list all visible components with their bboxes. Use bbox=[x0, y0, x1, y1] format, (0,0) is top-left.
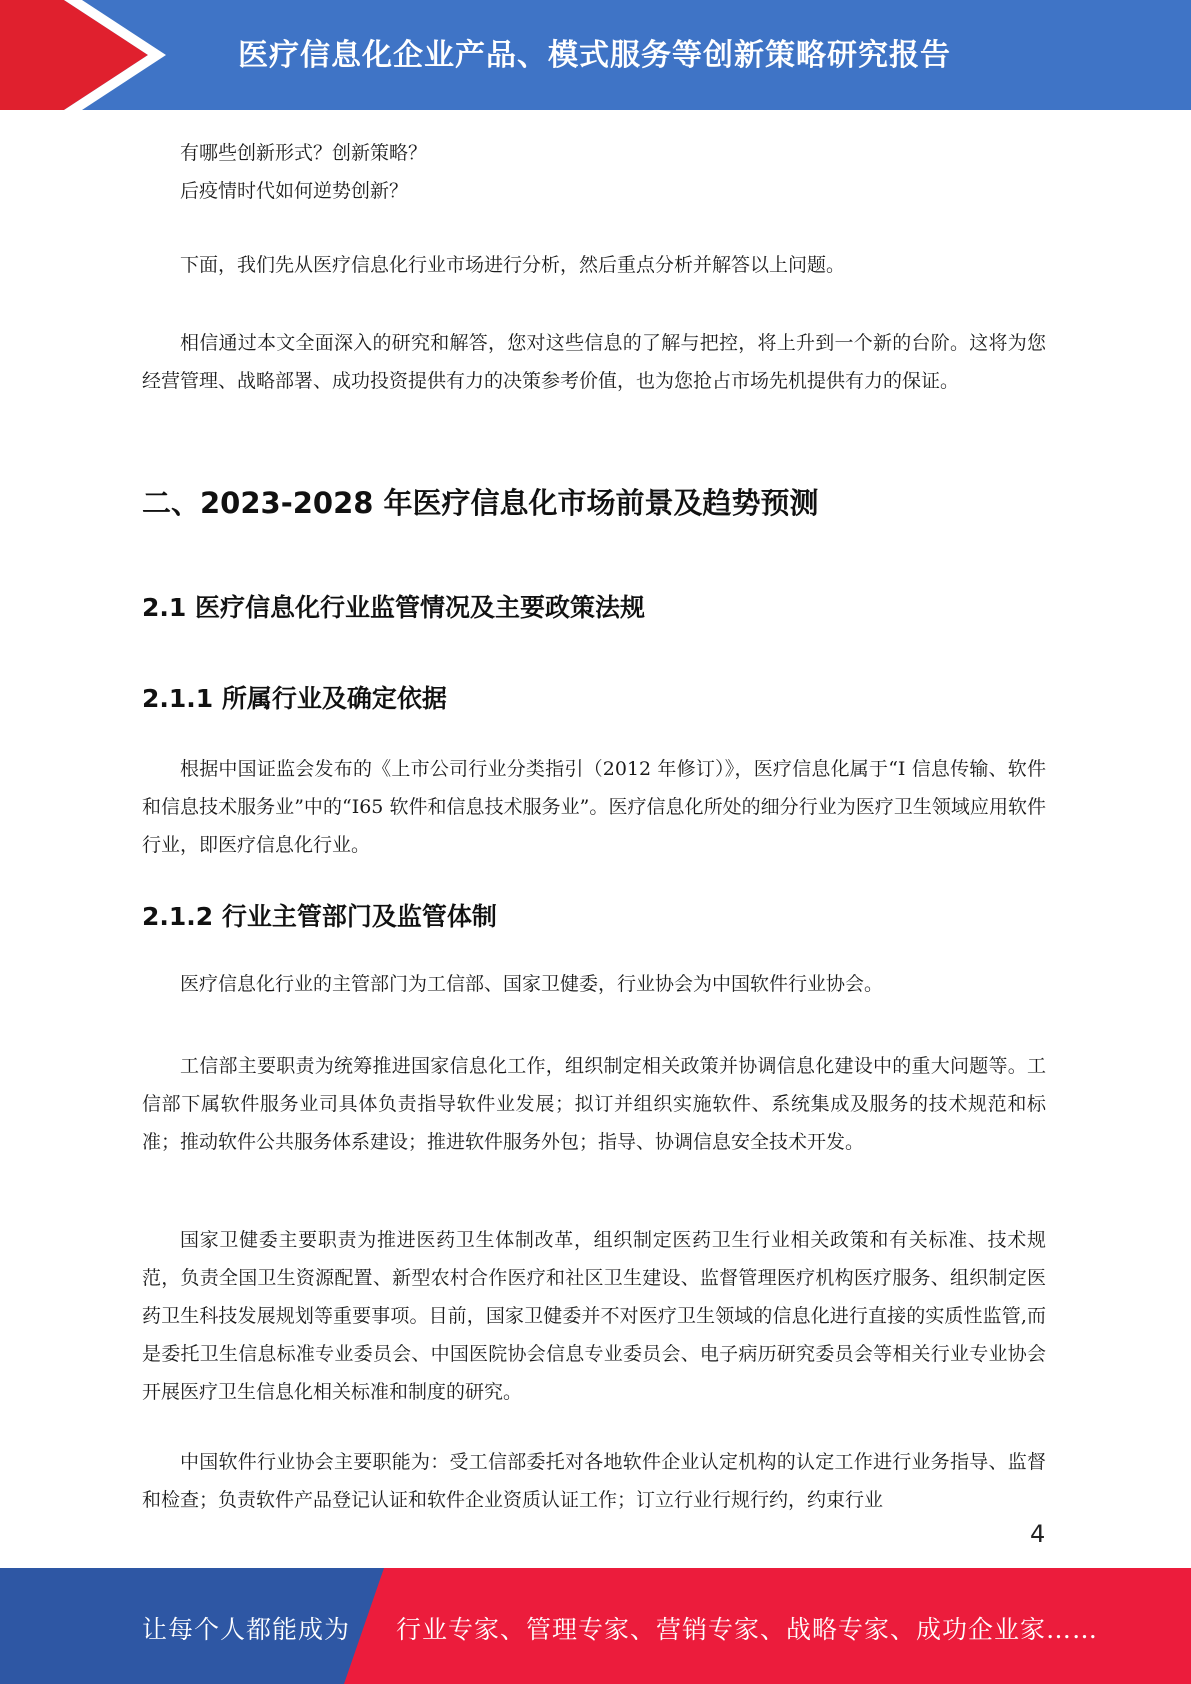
header-title: 医疗信息化企业产品、模式服务等创新策略研究报告 bbox=[238, 38, 951, 73]
section-heading: 二、2023-2028 年医疗信息化市场前景及趋势预测 bbox=[142, 486, 819, 520]
subsection-heading-2-1-2: 2.1.2 行业主管部门及监管体制 bbox=[142, 902, 497, 931]
intro-line-2: 后疫情时代如何逆势创新？ bbox=[180, 180, 409, 202]
intro-line-1: 有哪些创新形式？创新策略？ bbox=[180, 142, 428, 164]
page-footer bbox=[0, 1568, 1191, 1684]
paragraph-miit-duties: 工信部主要职责为统筹推进国家信息化工作，组织制定相关政策并协调信息化建设中的重大问题等。工信部下属软件服务业司具体负责指导软件业发展；拟订并组织实施软件、系统集成及服务的技术规范和标准；推动软件公共服务体系建设；推进软件服务外包；指导、协调信息安全技术开发。 bbox=[142, 1055, 1046, 1153]
footer-slogan-left: 让每个人都能成为 bbox=[142, 1615, 351, 1644]
page-header bbox=[0, 0, 1191, 110]
paragraph-regulators: 医疗信息化行业的主管部门为工信部、国家卫健委，行业协会为中国软件行业协会。 bbox=[180, 973, 884, 995]
footer-slogan-right: 行业专家、管理专家、营销专家、战略专家、成功企业家…… bbox=[396, 1615, 1099, 1644]
paragraph-value-statement: 相信通过本文全面深入的研究和解答，您对这些信息的了解与把控，将上升到一个新的台阶。这将为您经营管理、战略部署、成功投资提供有力的决策参考价值，也为您抢占市场先机提供有力的保证。 bbox=[142, 332, 1046, 392]
paragraph-nhc-duties: 国家卫健委主要职责为推进医药卫生体制改革，组织制定医药卫生行业相关政策和有关标准、技术规范，负责全国卫生资源配置、新型农村合作医疗和社区卫生建设、监督管理医疗机构医疗服务、组织制定医药卫生科技发展规划等重要事项。目前，国家卫健委并不对医疗卫生领域的信息化进行直接的实质性监管,而是委托卫生信息标准专业委员会、中国医院协会信息专业委员会、电子病历研究委员会等相关行业专业协会开展医疗卫生信息化相关标准和制度的研究。 bbox=[142, 1229, 1046, 1403]
subsection-heading-2-1: 2.1 医疗信息化行业监管情况及主要政策法规 bbox=[142, 593, 645, 622]
paragraph-csia-duties: 中国软件行业协会主要职能为：受工信部委托对各地软件企业认定机构的认定工作进行业务指导、监督和检查；负责软件产品登记认证和软件企业资质认证工作；订立行业行规行约，约束行业 bbox=[142, 1451, 1046, 1511]
page-number: 4 bbox=[1030, 1520, 1046, 1548]
paragraph-next-steps: 下面，我们先从医疗信息化行业市场进行分析，然后重点分析并解答以上问题。 bbox=[180, 254, 846, 276]
paragraph-industry-classification: 根据中国证监会发布的《上市公司行业分类指引（2012 年修订）》，医疗信息化属于“I 信息传输、软件和信息技术服务业”中的“I65 软件和信息技术服务业”。医疗信息化所处的细分行业为医疗卫生领域应用软件行业，即医疗信息化行业。 bbox=[142, 758, 1046, 856]
subsection-heading-2-1-1: 2.1.1 所属行业及确定依据 bbox=[142, 684, 447, 713]
